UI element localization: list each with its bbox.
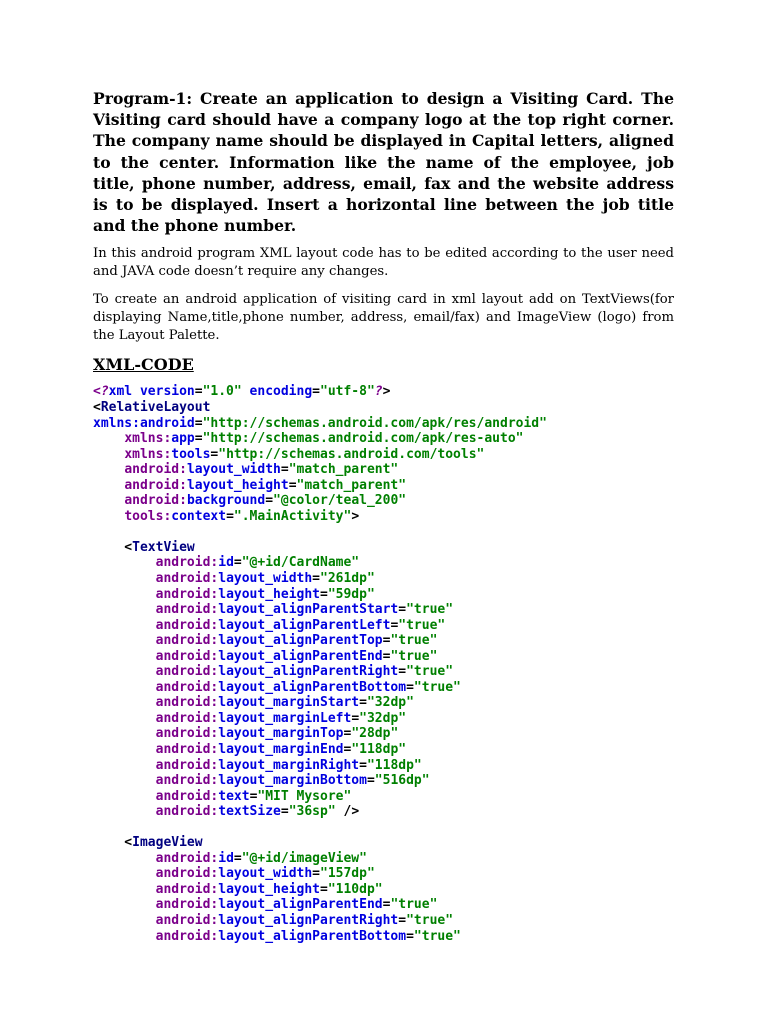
code-token: =: [406, 928, 414, 944]
code-token: =: [351, 710, 360, 726]
code-token: "true": [390, 897, 438, 913]
code-line: [93, 851, 674, 867]
code-line: [93, 649, 674, 665]
code-line: [93, 789, 674, 805]
code-token: text: [218, 788, 250, 804]
code-line: [93, 571, 674, 587]
code-token: [93, 602, 156, 617]
code-token: =: [398, 602, 407, 618]
code-token: xmlns:android: [93, 415, 195, 431]
code-token: =: [382, 648, 391, 664]
code-token: =: [382, 633, 391, 649]
code-token: android:: [155, 788, 219, 804]
code-token: "true": [390, 633, 438, 649]
code-token: layout_width: [186, 462, 281, 478]
code-token: layout_alignParentStart: [218, 602, 399, 618]
code-token: "@+id/CardName": [241, 555, 360, 571]
intro-paragraph: In this android program XML layout code has to be edited according to the user need and JAVA code doesn’t require any changes.: [93, 246, 674, 280]
code-line: [93, 742, 674, 758]
code-token: android:: [124, 462, 187, 478]
code-token: [93, 664, 156, 679]
code-token: =: [366, 773, 375, 789]
code-token: =: [280, 804, 289, 820]
code-token: layout_height: [186, 477, 289, 493]
code-token: layout_marginEnd: [218, 741, 344, 757]
code-token: <: [93, 835, 133, 851]
code-token: =: [233, 555, 242, 571]
code-token: [93, 680, 156, 695]
code-token: xml version: [108, 384, 195, 400]
code-token: [93, 711, 156, 726]
code-token: [93, 649, 156, 664]
code-token: "match_parent": [288, 462, 399, 478]
code-token: "@color/teal_200": [273, 493, 407, 509]
code-token: android:: [155, 586, 219, 602]
code-token: "59dp": [327, 586, 375, 602]
code-token: =: [382, 897, 391, 913]
code-token: "MIT Mysore": [257, 788, 352, 804]
code-line: [93, 462, 674, 478]
code-token: android:: [155, 648, 219, 664]
code-token: "157dp": [320, 866, 375, 882]
code-token: android:: [155, 570, 219, 586]
code-token: xmlns:: [124, 431, 172, 447]
code-token: =: [312, 866, 320, 882]
code-token: =: [210, 446, 219, 462]
code-token: layout_alignParentRight: [218, 913, 399, 928]
code-token: =: [265, 493, 274, 509]
code-token: [93, 897, 156, 912]
code-token: [93, 493, 124, 508]
code-token: =: [233, 850, 242, 866]
code-line: [93, 384, 674, 400]
code-token: [93, 509, 124, 524]
code-token: =: [194, 431, 203, 447]
code-token: background: [186, 493, 266, 509]
code-token: ImageView: [132, 835, 203, 851]
code-token: [93, 742, 156, 757]
code-line: [93, 633, 674, 649]
code-token: android:: [155, 757, 219, 773]
code-token: android:: [155, 555, 219, 571]
code-token: =: [398, 913, 407, 928]
code-token: encoding: [241, 384, 313, 400]
code-token: [93, 851, 156, 866]
code-token: >: [382, 384, 391, 400]
code-token: =: [343, 726, 352, 742]
code-token: "true": [406, 664, 454, 680]
code-token: id: [218, 555, 234, 571]
code-line: [93, 555, 674, 571]
code-token: "32dp": [366, 695, 414, 711]
code-token: [93, 695, 156, 710]
code-token: =: [249, 788, 258, 804]
code-token: =: [359, 695, 367, 711]
code-token: tools:: [124, 508, 172, 524]
code-token: "true": [406, 602, 454, 618]
code-token: <?: [93, 384, 109, 400]
code-line: [93, 587, 674, 603]
code-line: [93, 400, 674, 416]
code-token: layout_marginTop: [218, 726, 344, 742]
instructions-paragraph: To create an android application of visiting card in xml layout add on TextViews(for displaying Name,title,phone number, address, email/fax) and ImageView (logo) from the Layout Palette.: [93, 292, 674, 343]
code-token: "http://schemas.android.com/apk/res-auto": [202, 431, 524, 447]
code-token: "32dp": [359, 710, 407, 726]
code-token: "1.0": [202, 384, 242, 400]
code-token: [93, 758, 156, 773]
code-token: [93, 447, 124, 462]
code-line: [93, 835, 674, 851]
code-token: [93, 633, 156, 648]
code-token: [93, 431, 124, 446]
code-token: android:: [155, 804, 219, 820]
code-line: [93, 602, 674, 618]
code-token: android:: [155, 928, 219, 944]
code-line: [93, 509, 674, 525]
code-token: "110dp": [327, 881, 383, 897]
code-token: [93, 555, 156, 570]
code-token: layout_marginBottom: [218, 773, 367, 789]
code-line: [93, 680, 674, 696]
code-token: "true": [390, 648, 438, 664]
code-token: layout_alignParentBottom: [218, 928, 407, 944]
code-token: android:: [155, 633, 219, 649]
code-token: id: [218, 850, 234, 866]
code-token: ".MainActivity": [233, 508, 352, 524]
code-token: =: [390, 617, 399, 633]
code-token: layout_width: [218, 570, 313, 586]
code-token: =: [320, 881, 328, 897]
code-line: [93, 758, 674, 774]
code-token: [93, 587, 156, 602]
code-token: "true": [413, 679, 461, 695]
code-token: <: [93, 399, 101, 415]
code-token: android:: [155, 913, 219, 928]
code-line: [93, 416, 674, 432]
code-line: [93, 726, 674, 742]
code-token: layout_marginStart: [218, 695, 360, 711]
code-token: =: [226, 508, 234, 524]
code-token: layout_alignParentBottom: [218, 679, 407, 695]
code-token: =: [194, 415, 203, 431]
code-token: =: [288, 477, 297, 493]
code-token: layout_width: [218, 866, 313, 882]
code-token: [93, 866, 156, 881]
code-line: [93, 820, 674, 836]
code-token: [93, 804, 156, 819]
code-token: layout_height: [218, 586, 320, 602]
code-token: [93, 913, 156, 928]
code-token: layout_marginRight: [218, 757, 360, 773]
code-token: android:: [155, 881, 219, 897]
code-token: [93, 571, 156, 586]
code-token: android:: [155, 866, 219, 882]
code-token: "true": [406, 913, 454, 928]
code-token: "36sp": [288, 804, 336, 820]
code-token: context: [171, 508, 227, 524]
code-token: android:: [155, 897, 219, 913]
code-token: "516dp": [374, 773, 430, 789]
code-token: [93, 618, 156, 633]
code-token: layout_alignParentRight: [218, 664, 399, 680]
code-token: "118dp": [351, 741, 407, 757]
code-token: layout_alignParentEnd: [218, 648, 383, 664]
code-token: [93, 882, 156, 897]
code-token: layout_alignParentTop: [218, 633, 383, 649]
code-line: [93, 618, 674, 634]
code-line: [93, 524, 674, 540]
code-token: =: [359, 757, 367, 773]
code-token: "utf-8": [320, 384, 375, 400]
code-token: "http://schemas.android.com/tools": [218, 446, 485, 462]
code-token: app: [171, 431, 195, 447]
code-token: tools: [171, 446, 211, 462]
code-token: layout_alignParentLeft: [218, 617, 391, 633]
code-token: layout_marginLeft: [218, 710, 352, 726]
code-token: [93, 929, 156, 944]
code-token: "true": [413, 928, 461, 944]
code-line: [93, 447, 674, 463]
code-line: [93, 711, 674, 727]
code-token: "28dp": [351, 726, 399, 742]
code-token: RelativeLayout: [100, 399, 211, 415]
code-token: [93, 789, 156, 804]
code-token: [93, 462, 124, 477]
code-line: [93, 773, 674, 789]
code-token: "true": [398, 617, 446, 633]
code-token: android:: [155, 695, 219, 711]
code-token: TextView: [132, 539, 195, 555]
code-line: [93, 804, 674, 820]
code-line: [93, 897, 674, 913]
xml-code-block: [93, 384, 674, 944]
code-token: "261dp": [320, 570, 375, 586]
code-token: =: [343, 741, 352, 757]
code-line: [93, 929, 674, 945]
code-token: android:: [155, 773, 219, 789]
code-token: =: [312, 570, 320, 586]
code-line: [93, 882, 674, 898]
code-token: =: [398, 664, 407, 680]
code-token: =: [312, 384, 320, 400]
code-token: "match_parent": [296, 477, 407, 493]
code-token: android:: [155, 850, 219, 866]
code-line: [93, 540, 674, 556]
code-line: [93, 664, 674, 680]
code-token: "118dp": [366, 757, 422, 773]
code-token: />: [335, 804, 360, 820]
code-token: [93, 478, 124, 493]
code-token: =: [320, 586, 328, 602]
code-token: =: [406, 679, 414, 695]
code-line: [93, 478, 674, 494]
program-heading: Program-1: Create an application to design a Visiting Card. The Visiting card should have a company logo at the top right corner. The company name should be displayed in Capital letters, aligned to the center. Information like the name of the employee, job title, phone number, address, email, fax and the website address is to be displayed. Insert a horizontal line between the job title and the phone number.: [93, 89, 674, 236]
code-token: android:: [155, 602, 219, 618]
code-line: [93, 913, 674, 929]
code-token: >: [351, 508, 360, 524]
code-token: android:: [155, 726, 219, 742]
code-token: =: [280, 462, 289, 478]
code-token: android:: [155, 664, 219, 680]
code-token: =: [194, 384, 203, 400]
code-token: ?: [374, 384, 383, 400]
code-token: xmlns:: [124, 446, 172, 462]
code-token: [93, 773, 156, 788]
code-token: android:: [155, 741, 219, 757]
code-token: android:: [155, 710, 219, 726]
code-token: textSize: [218, 804, 281, 820]
section-title: XML-CODE: [93, 355, 194, 375]
code-token: android:: [124, 477, 187, 493]
document-page: [93, 88, 674, 944]
code-line: [93, 695, 674, 711]
code-token: <: [93, 539, 133, 555]
code-token: "@+id/imageView": [241, 850, 367, 866]
code-token: layout_alignParentEnd: [218, 897, 383, 913]
code-token: "http://schemas.android.com/apk/res/android": [202, 415, 547, 431]
code-token: android:: [155, 617, 219, 633]
code-token: android:: [124, 493, 187, 509]
code-token: [93, 726, 156, 741]
code-line: [93, 431, 674, 447]
code-line: [93, 493, 674, 509]
code-token: layout_height: [218, 881, 320, 897]
code-line: [93, 866, 674, 882]
code-token: android:: [155, 679, 219, 695]
